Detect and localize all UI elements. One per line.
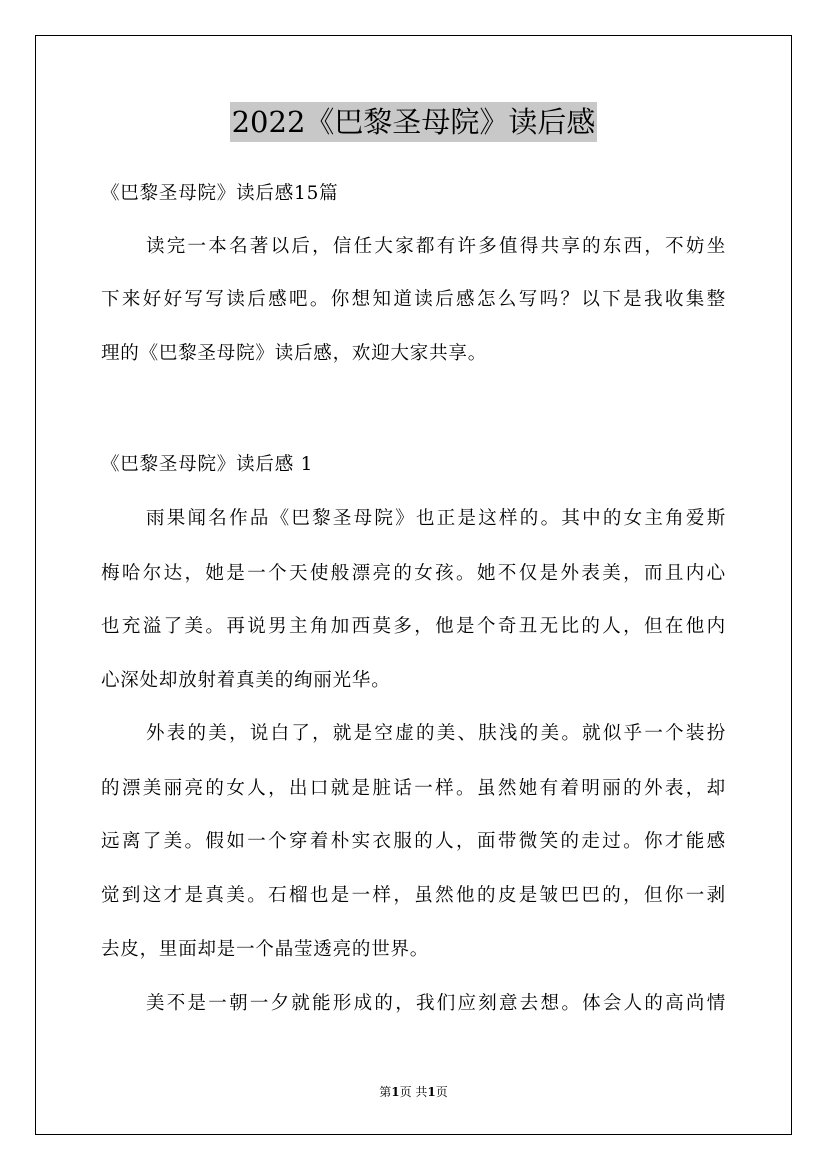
para2-line-5: 去皮，里面却是一个晶莹透亮的世界。 (101, 939, 430, 960)
para2-line-1: 外表的美，说白了，就是空虚的美、肤浅的美。就似乎一个装扮 (146, 723, 726, 744)
footer-page-suffix: 页 (435, 1085, 448, 1099)
para2-line-4: 觉到这才是真美。石榴也是一样，虽然他的皮是皱巴巴的，但你一剥 (101, 885, 726, 906)
document-title: 2022《巴黎圣母院》读后感 (230, 102, 598, 142)
footer-page-number: 1 (391, 1085, 400, 1099)
title-container (0, 102, 827, 142)
para1-line-1: 雨果闻名作品《巴黎圣母院》也正是这样的。其中的女主角爱斯 (146, 508, 726, 529)
footer-total-pages: 1 (427, 1085, 436, 1099)
para2-line-3: 远离了美。假如一个穿着朴实衣服的人，面带微笑的走过。你才能感 (101, 831, 726, 852)
subtitle: 《巴黎圣母院》读后感15篇 (101, 183, 339, 204)
intro-line-1: 读完一本名著以后，信任大家都有许多值得共享的东西，不妨坐 (146, 236, 726, 257)
para3-line-1: 美不是一朝一夕就能形成的，我们应刻意去想。体会人的高尚情 (146, 993, 726, 1014)
intro-line-3: 理的《巴黎圣母院》读后感，欢迎大家共享。 (101, 343, 488, 364)
page-footer (0, 1084, 827, 1100)
intro-line-2: 下来好好写写读后感吧。你想知道读后感怎么写吗？以下是我收集整 (101, 289, 726, 310)
footer-page-mid: 页 共 (399, 1085, 428, 1099)
para1-line-3: 也充溢了美。再说男主角加西莫多，他是个奇丑无比的人，但在他内 (101, 616, 726, 637)
section-heading: 《巴黎圣母院》读后感 1 (101, 454, 314, 475)
para2-line-2: 的漂美丽亮的女人，出口就是脏话一样。虽然她有着明丽的外表，却 (101, 778, 726, 799)
para1-line-2: 梅哈尔达，她是一个天使般漂亮的女孩。她不仅是外表美，而且内心 (101, 563, 726, 584)
footer-page-prefix: 第 (379, 1085, 392, 1099)
para1-line-4: 心深处却放射着真美的绚丽光华。 (101, 670, 391, 691)
